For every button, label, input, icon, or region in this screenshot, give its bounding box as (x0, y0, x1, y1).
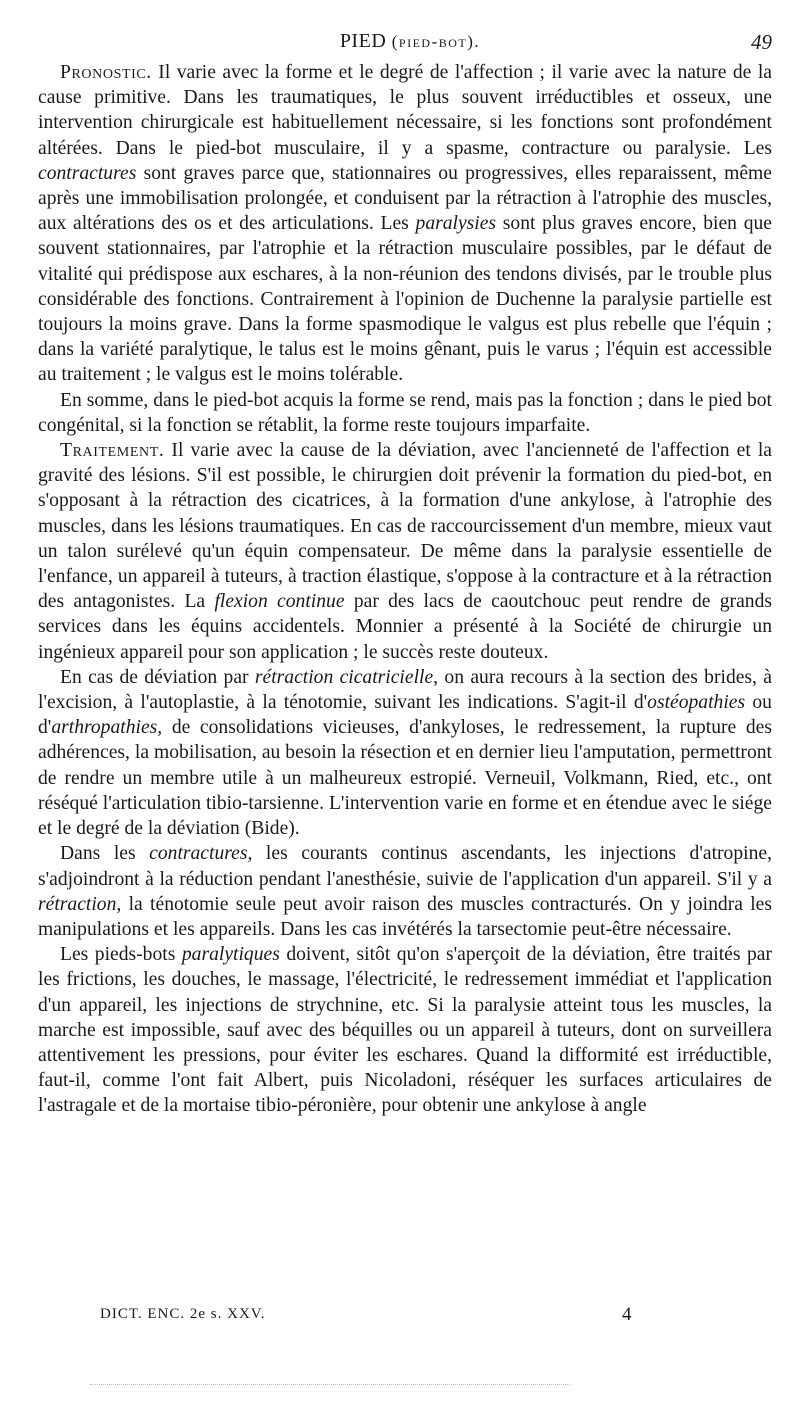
body-text (38, 60, 772, 1119)
running-title (40, 30, 780, 53)
emphasis-run: paralytiques (181, 944, 280, 966)
paragraph-paralytiques (38, 942, 772, 1118)
text-run: doivent, sitôt qu'on s'aperçoit de la déviation, être traités par les frictions, les douches, le massage, l'électricité, le redressement immédiat et l'application d'un appareil, les injections de strychnine, etc. Si la paralysie atteint tous les muscles, la marche est impossible, sauf avec des béquilles ou un appareil à tuteurs, dont on surveillera attentivement les pressions, pour éviter les eschares. Quand la difformité est irréductible, faut-il, comme l'ont fait Albert, puis Nicoladoni, réséquer les surfaces articulaires de l'astragale et de la mortaise tibio-péronière, pour obtenir une ankylose à angle (38, 944, 772, 1117)
emphasis-run: rétraction cicatricielle, (254, 666, 439, 688)
page-footer (100, 1306, 660, 1330)
paragraph-retraction (38, 665, 772, 841)
printer-signature: DICT. ENC. 2e s. XXV. (100, 1306, 266, 1322)
section-lead-traitement: Traitement. (60, 440, 165, 462)
emphasis-run: contractures (38, 162, 137, 184)
running-title-main: PIED (339, 30, 387, 52)
emphasis-run: contractures, (149, 843, 253, 865)
running-header (40, 28, 780, 56)
paragraph-traitement (38, 438, 772, 665)
emphasis-run: paralysies (415, 213, 497, 235)
text-run: sont graves parce que, stationnaires ou progressives, elles reparaissent, même après une immobilisation prolongée, et conduisent par la rétraction à l'atrophie des muscles, aux altérations des os et des articulations. Les (38, 162, 772, 235)
scan-artifact-dots (90, 1384, 570, 1389)
text-run: on aura recours à la section des brides, à l'excision, à l'autoplastie, à la ténotomie, suivant les indications. S'agit-il d' (38, 666, 772, 714)
text-run: de consolidations vicieuses, d'ankyloses, le redressement, la rupture des adhérences, la mobilisation, au besoin la résection et en dernier lieu l'amputation, permettront de rendre un membre utile à un malheureux estropié. Verneuil, Volkmann, Ried, etc., ont réséqué l'articulation tibio-tarsienne. L'intervention varie en forme et en étendue avec le siége et le degré de la déviation (Bide). (38, 717, 772, 840)
paragraph-pronostic (38, 60, 772, 388)
text-run: Il varie avec la forme et le degré de l'affection ; il varie avec la nature de la cause primitive. Dans les traumatiques, le plus souvent irréductibles et osseux, une intervention chirurgicale est habituellement nécessaire, si les fonctions sont profondément altérées. Dans le pied-bot musculaire, il y a spasme, contracture ou paralysie. Les (38, 62, 772, 159)
text-run: En cas de déviation par (60, 666, 255, 688)
text-run: les courants continus ascendants, les injections d'atropine, s'adjoindront à la réduction pendant l'anesthésie, suivie de l'application d'un appareil. S'il y a (38, 843, 772, 890)
emphasis-run: rétraction, (38, 893, 122, 915)
page-number: 49 (751, 30, 772, 54)
text-run: sont plus graves encore, bien que souvent stationnaires, par l'atrophie et la rétraction musculaire possibles, par le défaut de vitalité qui prédispose aux eschares, à la non-réunion des tendons divisés, par le trouble plus considérable des fonctions. Contrairement à l'opinion de Duchenne la paralysie partielle est toujours la moins grave. Dans la forme spasmodique le valgus est plus rebelle que l'équin ; dans la variété paralytique, le talus est le moins gênant, puis le varus ; l'équin est accessible au traitement ; le valgus est le moins tolérable. (38, 213, 772, 386)
emphasis-run: arthropathies, (51, 717, 163, 739)
sheet-number: 4 (622, 1304, 632, 1325)
paragraph-en-somme: En somme, dans le pied-bot acquis la forme se rend, mais pas la fonction ; dans le pied bot congénital, si la fonction se rétablit, la forme reste toujours imparfaite. (38, 389, 772, 436)
text-run: par des lacs de caoutchouc peut rendre de grands services dans les équins accidentels. Monnier a présenté à la Société de chirurgie un ingénieux appareil pour son application ; le succès reste douteux. (38, 591, 772, 663)
text-run: ou d' (38, 692, 772, 739)
text-run: Les pieds-bots (60, 944, 182, 966)
text-run: la ténotomie seule peut avoir raison des muscles contracturés. On y joindra les manipulations et les appareils. Dans les cas invétérés la tarsectomie peut-être nécessaire. (38, 893, 772, 940)
running-title-sub: (pied-bot). (391, 32, 481, 51)
text-run: Il varie avec la cause de la déviation, avec l'ancienneté de l'affection et la gravité des lésions. S'il est possible, le chirurgien doit prévenir la formation du pied-bot, en s'opposant à la rétraction des cicatrices, à la formation d'une ankylose, à l'atrophie des muscles, dans les lésions traumatiques. En cas de raccourcissement d'un membre, mieux vaut un talon surélevé qu'un équin compensateur. De même dans la paralysie essentielle de l'enfance, un appareil à tuteurs, à traction élastique, s'oppose à la contracture et à la rétraction des antagonistes. La (38, 440, 772, 613)
section-lead-pronostic: Pronostic. (60, 62, 152, 83)
emphasis-run: ostéopathies (647, 692, 746, 714)
emphasis-run: flexion continue (214, 591, 345, 613)
text-run: Dans les (60, 843, 150, 865)
paragraph-contractures (38, 841, 772, 942)
